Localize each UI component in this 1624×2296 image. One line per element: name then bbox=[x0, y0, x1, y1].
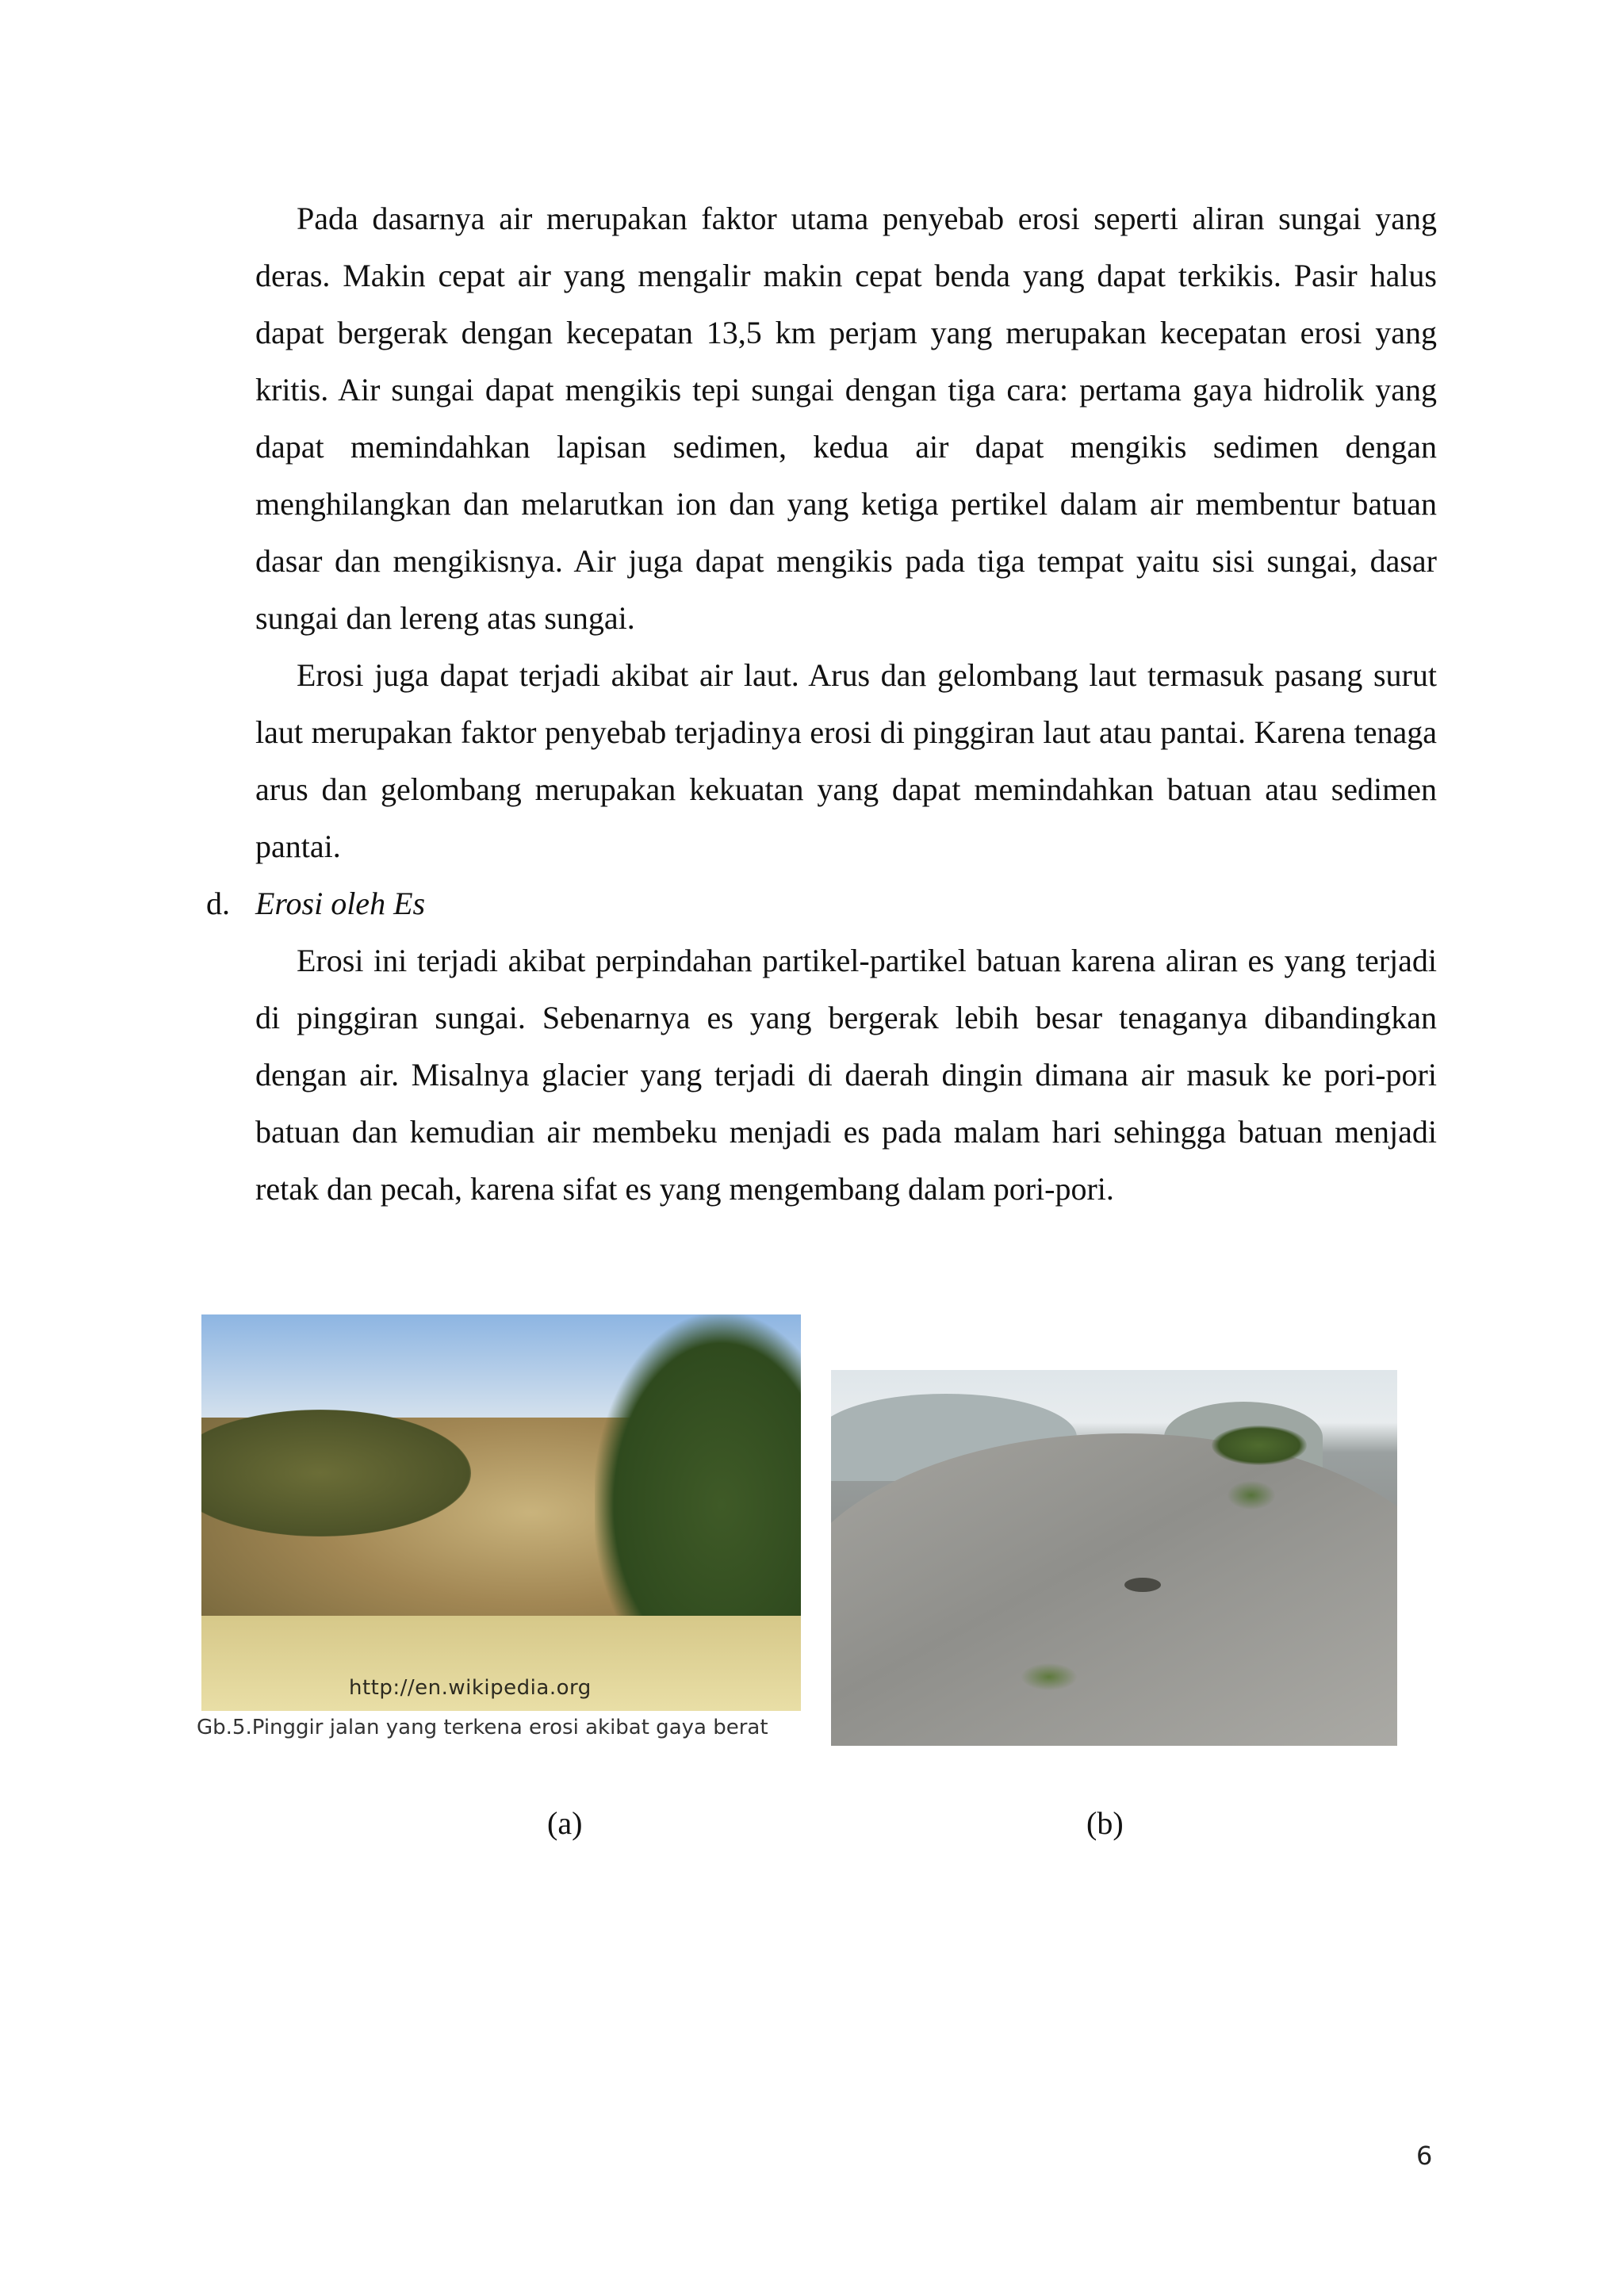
photo-sand-dune bbox=[831, 1433, 1397, 1746]
figure-a-photo bbox=[201, 1314, 801, 1711]
photo-grass bbox=[1228, 1481, 1275, 1510]
photo-grass bbox=[1212, 1425, 1307, 1465]
photo-rock bbox=[1124, 1578, 1161, 1592]
page-number: 6 bbox=[1416, 2141, 1433, 2171]
paragraph-text: Pada dasarnya air merupakan faktor utama penyebab erosi seperti aliran sungai yang deras. Makin cepat air yang mengalir makin cepat benda yang dapat terkikis. Pasir halus dapat bergerak dengan kecepatan 13,5 km perjam yang merupakan kecepatan erosi yang kritis. Air sungai dapat mengikis tepi sungai dengan tiga cara: pertama gaya hidrolik yang dapat memindahkan lapisan sedimen, kedua air dapat mengikis sedimen dengan menghilangkan dan melarutkan ion dan yang ketiga pertikel dalam air membentur batuan dasar dan mengikisnya. Air juga dapat mengikis pada tiga tempat yaitu sisi sungai, dasar sungai dan lereng atas sungai. bbox=[255, 201, 1437, 636]
photo-watermark: http://en.wikipedia.org bbox=[349, 1676, 592, 1700]
list-item-ice-erosion bbox=[206, 875, 1437, 932]
figure-b-photo bbox=[831, 1370, 1397, 1746]
photo-grass bbox=[1021, 1663, 1077, 1690]
paragraph-ice-erosion bbox=[255, 932, 1437, 1218]
figure-a-label: (a) bbox=[547, 1805, 583, 1841]
paragraph-water-erosion bbox=[255, 190, 1437, 647]
paragraph-sea-erosion bbox=[255, 647, 1437, 875]
list-marker: d. bbox=[206, 886, 230, 921]
paragraph-text: Erosi ini terjadi akibat perpindahan partikel-partikel batuan karena aliran es yang terjadi di pinggiran sungai. Sebenarnya es yang bergerak lebih besar tenaganya dibandingkan dengan air. Misalnya glacier yang terjadi di daerah dingin dimana air masuk ke pori-pori batuan dan kemudian air membeku menjadi es pada malam hari sehingga batuan menjadi retak dan pecah, karena sifat es yang mengembang dalam pori-pori. bbox=[255, 943, 1437, 1207]
figure-b-label: (b) bbox=[1086, 1805, 1124, 1841]
paragraph-text: Erosi juga dapat terjadi akibat air laut. Arus dan gelombang laut termasuk pasang surut laut merupakan faktor penyebab terjadinya erosi di pinggiran laut atau pantai. Karena tenaga arus dan gelombang merupakan kekuatan yang dapat memindahkan batuan atau sedimen pantai. bbox=[255, 657, 1437, 864]
figure-a-caption: Gb.5.Pinggir jalan yang terkena erosi akibat gaya berat bbox=[197, 1716, 768, 1739]
list-item-title: Erosi oleh Es bbox=[255, 886, 426, 921]
list-item-line bbox=[206, 875, 1437, 932]
